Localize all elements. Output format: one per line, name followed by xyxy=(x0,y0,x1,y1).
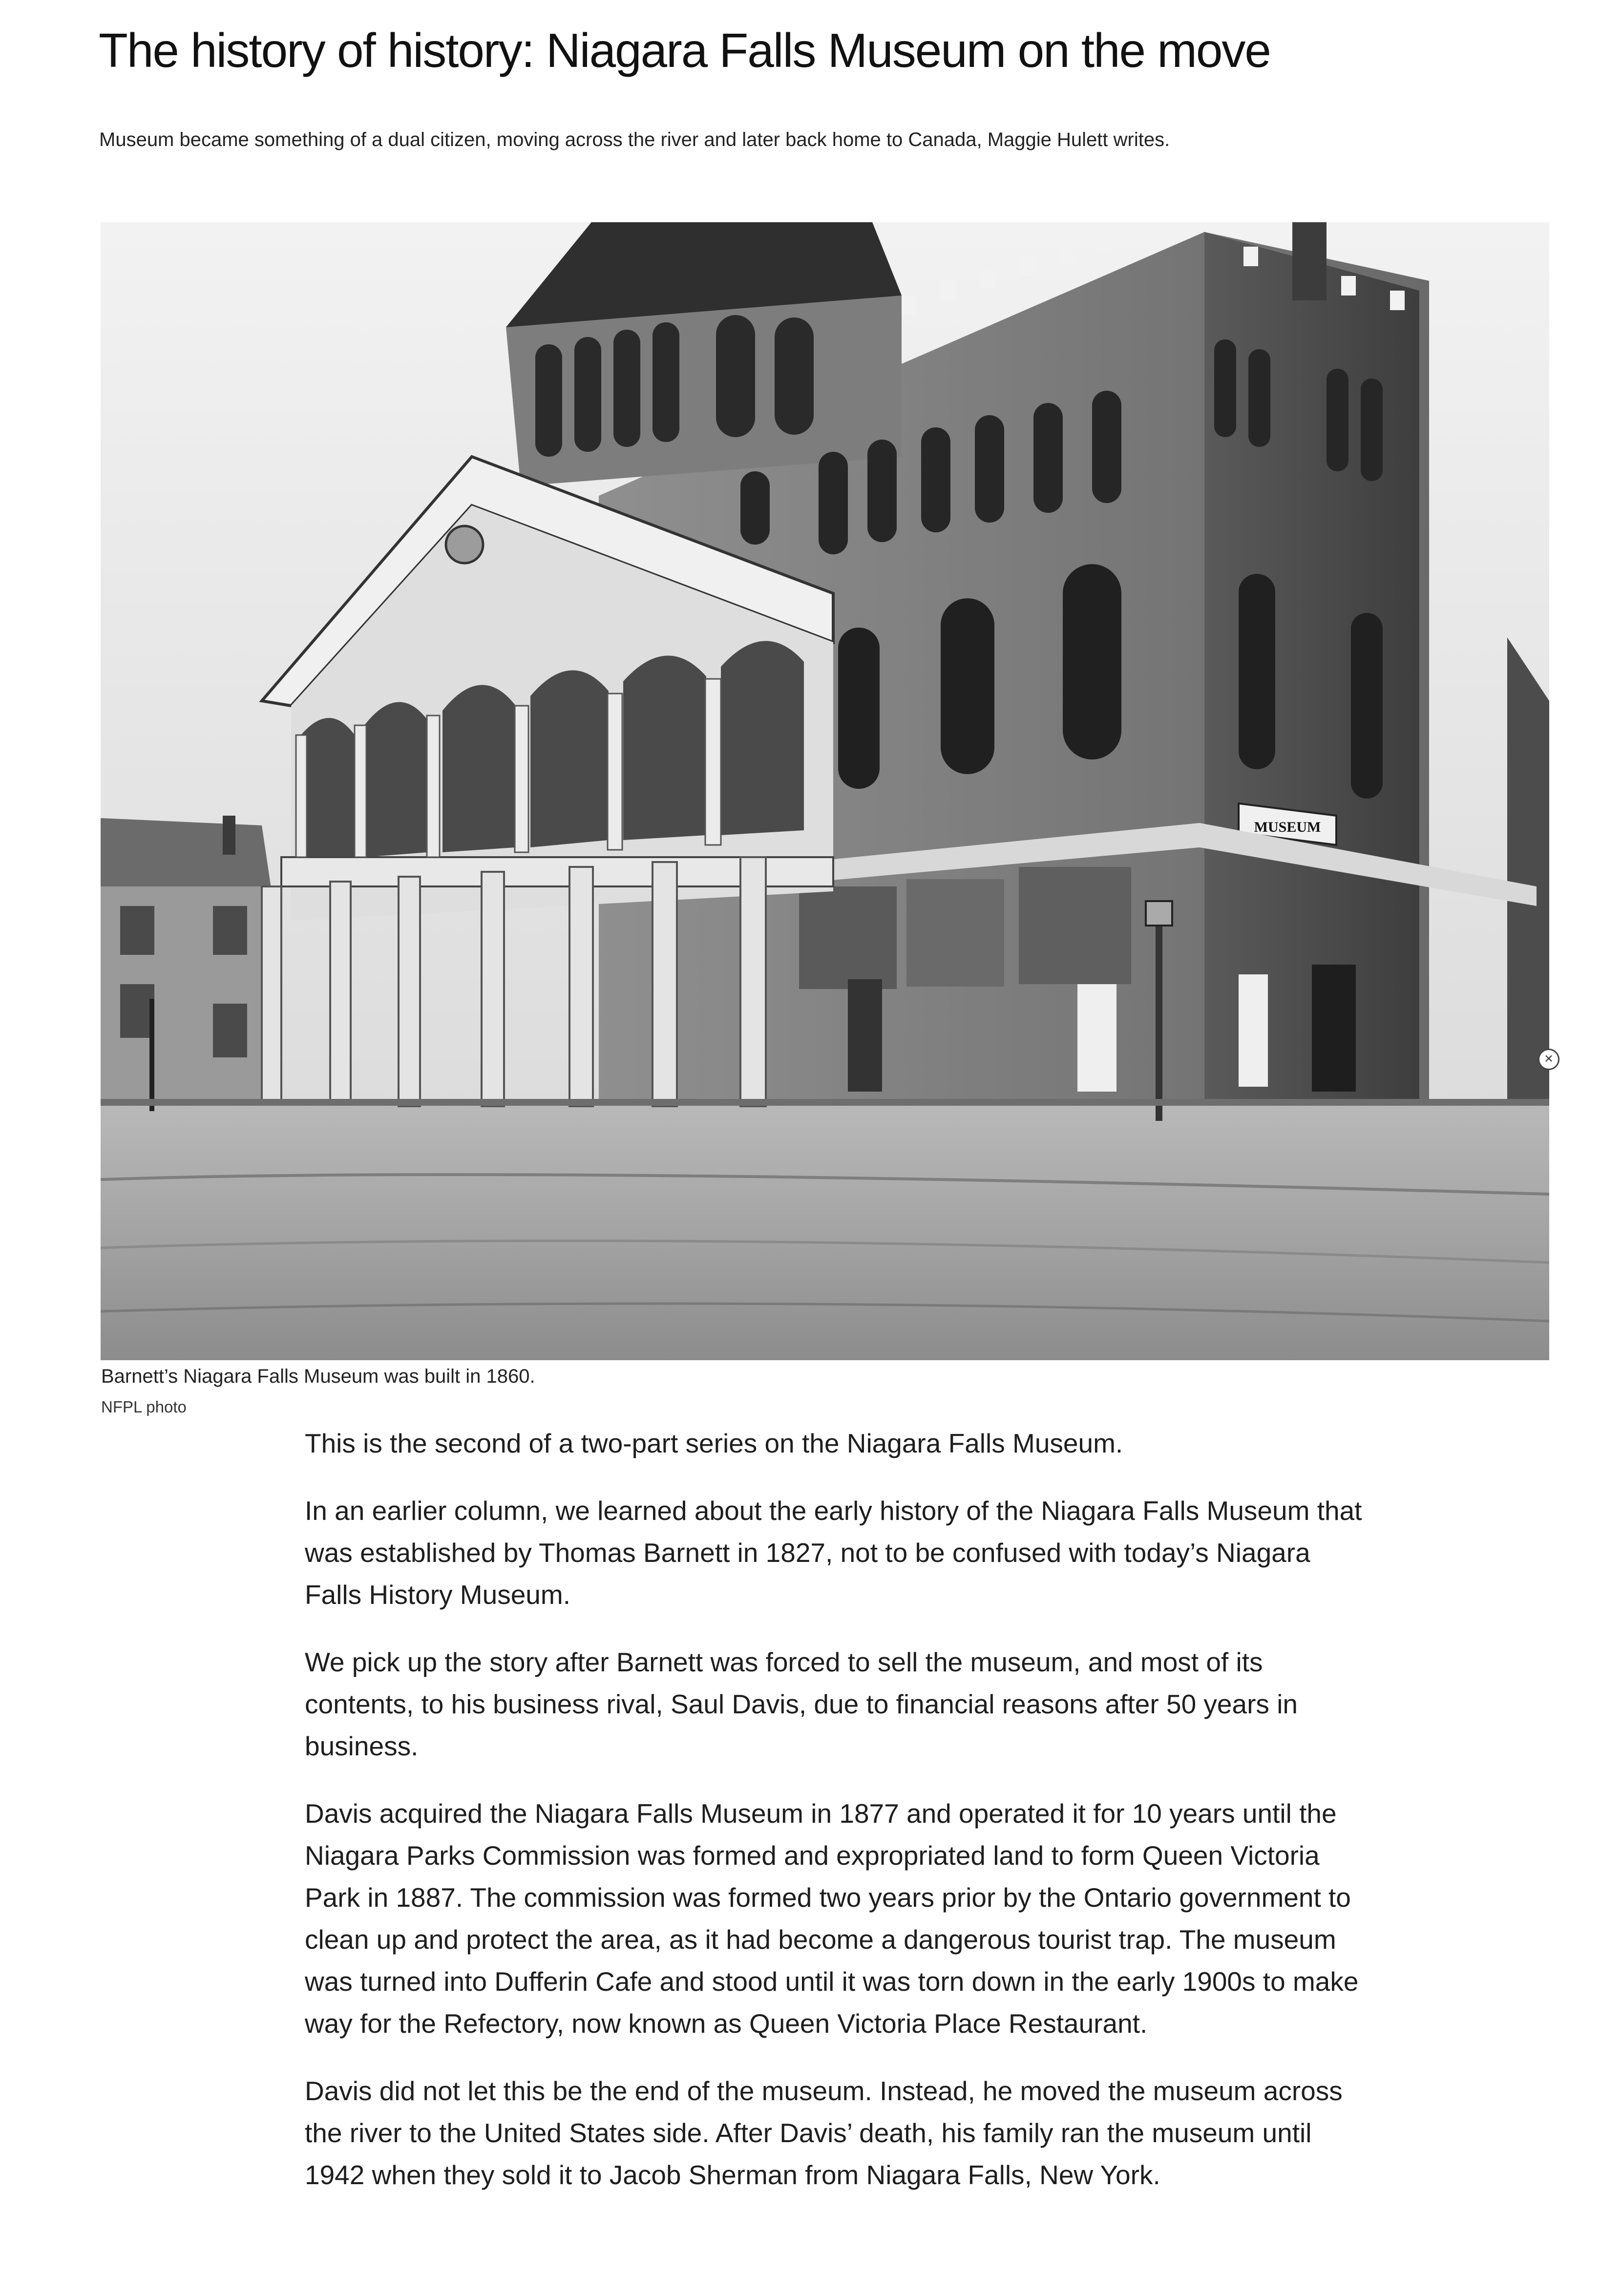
headline: The history of history: Niagara Falls Museum on the move xyxy=(99,23,1270,77)
photo-credit: NFPL photo xyxy=(101,1398,187,1416)
museum-sign-text: MUSEUM xyxy=(1254,819,1321,835)
paragraph-1: This is the second of a two-part series on the Niagara Falls Museum. xyxy=(305,1428,1123,1458)
photo-caption: Barnett’s Niagara Falls Museum was built in 1860. xyxy=(101,1366,535,1387)
paragraph-3: We pick up the story after Barnett was forced to sell the museum, and most of its contents, to his business rival, Saul Davis, due to financial reasons after 50 years in business. xyxy=(305,1647,1298,1761)
paragraph-5: Davis did not let this be the end of the museum. Instead, he moved the museum across the river to the United States side. After Davis’ death, his family ran the museum until 1942 when they sold it to Jacob Sherman from Niagara Falls, New York. xyxy=(305,2076,1343,2190)
paragraph-2: In an earlier column, we learned about the early history of the Niagara Falls Museum that was established by Thomas Barnett in 1827, not to be confused with today’s Niagara Falls History Museum. xyxy=(305,1496,1362,1610)
article-body xyxy=(305,1422,1369,2221)
museum-photo xyxy=(101,222,1549,1360)
dek-subtitle: Museum became something of a dual citizen, moving across the river and later back home to Canada, Maggie Hulett writes. xyxy=(99,129,1170,150)
close-icon[interactable]: × xyxy=(1538,1049,1559,1070)
paragraph-4: Davis acquired the Niagara Falls Museum in 1877 and operated it for 10 years until the Niagara Parks Commission was formed and expropriated land to form Queen Victoria Park in 1887. The commission was formed two years prior by the Ontario government to clean up and protect the area, as it had become a dangerous tourist trap. The museum was turned into Dufferin Cafe and stood until it was torn down in the early 1900s to make way for the Refectory, now known as Queen Victoria Place Restaurant. xyxy=(305,1798,1359,2039)
